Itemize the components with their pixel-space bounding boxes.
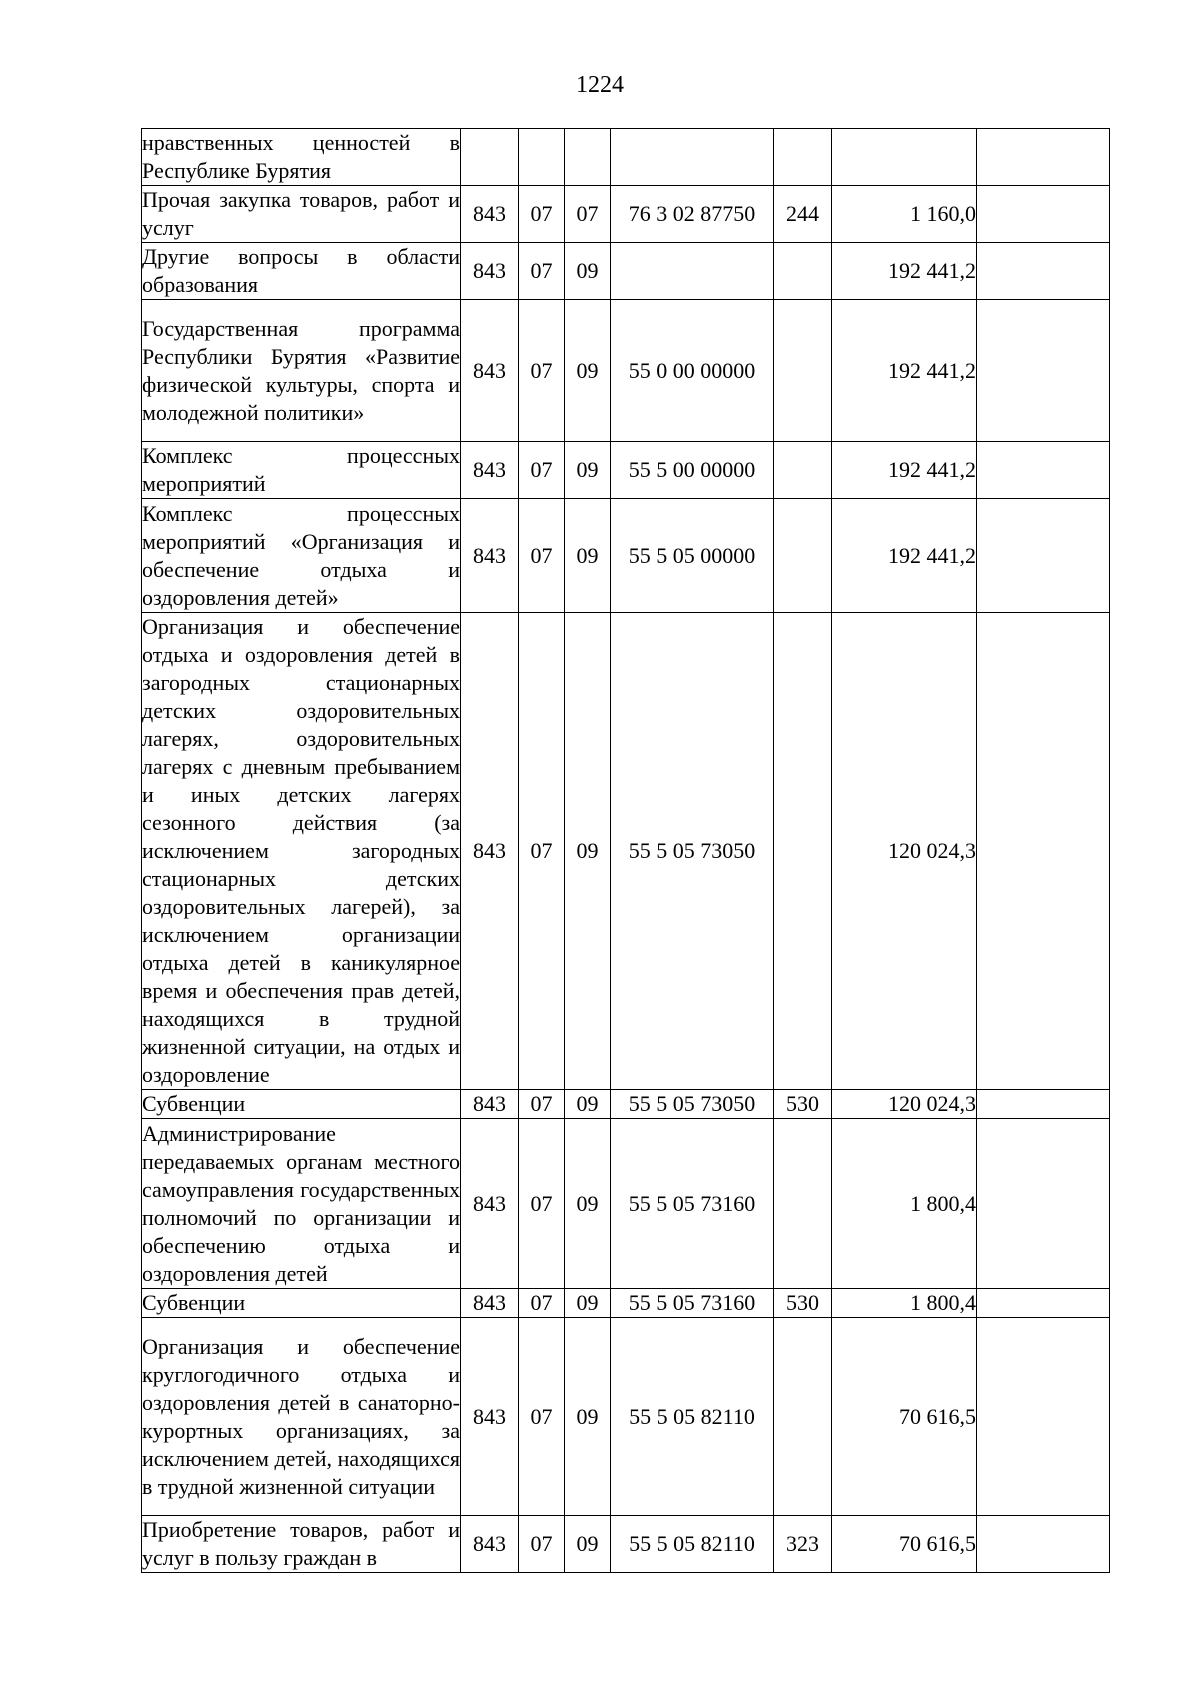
row-csr: 55 5 05 73050	[611, 613, 774, 1090]
row-sum: 70 616,5	[832, 1318, 977, 1516]
row-extra	[977, 1090, 1110, 1119]
row-gr: 843	[461, 1090, 519, 1119]
row-sum: 192 441,2	[832, 442, 977, 499]
table-row	[142, 1090, 1110, 1119]
table-row	[142, 1516, 1110, 1573]
row-rz: 07	[519, 442, 565, 499]
row-rz: 07	[519, 1289, 565, 1318]
budget-table	[141, 128, 1110, 1573]
row-pr: 09	[565, 1289, 611, 1318]
row-csr: 76 3 02 87750	[611, 186, 774, 243]
row-vr	[774, 1318, 832, 1516]
row-vr	[774, 1119, 832, 1289]
table-row	[142, 499, 1110, 613]
row-vr	[774, 613, 832, 1090]
row-extra	[977, 499, 1110, 613]
row-pr: 09	[565, 1090, 611, 1119]
row-sum: 120 024,3	[832, 613, 977, 1090]
row-name: Администрирование передаваемых органам местного самоуправления государственных полномочий по организации и обеспечению отдыха и оздоровления детей	[142, 1119, 461, 1289]
row-extra	[977, 442, 1110, 499]
row-name: Субвенции	[142, 1289, 461, 1318]
row-extra	[977, 129, 1110, 186]
row-csr	[611, 129, 774, 186]
row-pr: 09	[565, 499, 611, 613]
row-vr	[774, 499, 832, 613]
row-extra	[977, 1318, 1110, 1516]
row-gr: 843	[461, 1119, 519, 1289]
row-sum	[832, 129, 977, 186]
row-pr: 07	[565, 186, 611, 243]
row-sum: 1 800,4	[832, 1119, 977, 1289]
row-gr: 843	[461, 1289, 519, 1318]
row-gr: 843	[461, 442, 519, 499]
row-vr: 244	[774, 186, 832, 243]
row-name: Организация и обеспечение отдыха и оздоровления детей в загородных стационарных детских оздоровительных лагерях, оздоровительных лагерях с дневным пребыванием и иных детских лагерях сезонного действия (за исключением загородных стационарных детских оздоровительных лагерей), за исключением организации отдыха детей в каникулярное время и обеспечения прав детей, находящихся в трудной жизненной ситуации, на отдых и оздоровление	[142, 613, 461, 1090]
row-name: Другие вопросы в области образования	[142, 243, 461, 300]
row-gr: 843	[461, 243, 519, 300]
row-vr: 530	[774, 1289, 832, 1318]
row-extra	[977, 613, 1110, 1090]
row-rz: 07	[519, 1318, 565, 1516]
row-name: Комплекс процессных мероприятий «Организация и обеспечение отдыха и оздоровления детей»	[142, 499, 461, 613]
row-vr	[774, 243, 832, 300]
table-row	[142, 1119, 1110, 1289]
row-rz: 07	[519, 1516, 565, 1573]
row-sum: 192 441,2	[832, 243, 977, 300]
row-vr	[774, 300, 832, 442]
table-row	[142, 1318, 1110, 1516]
row-name: Приобретение товаров, работ и услуг в пользу граждан в	[142, 1516, 461, 1573]
row-extra	[977, 243, 1110, 300]
row-vr: 530	[774, 1090, 832, 1119]
row-name: Комплекс процессных мероприятий	[142, 442, 461, 499]
row-csr: 55 5 05 73160	[611, 1289, 774, 1318]
row-sum: 120 024,3	[832, 1090, 977, 1119]
row-pr: 09	[565, 1318, 611, 1516]
row-csr: 55 5 00 00000	[611, 442, 774, 499]
row-gr: 843	[461, 186, 519, 243]
row-rz	[519, 129, 565, 186]
row-rz: 07	[519, 186, 565, 243]
row-csr: 55 5 05 82110	[611, 1516, 774, 1573]
table-row	[142, 300, 1110, 442]
row-sum: 192 441,2	[832, 499, 977, 613]
row-gr: 843	[461, 613, 519, 1090]
row-vr: 323	[774, 1516, 832, 1573]
row-csr	[611, 243, 774, 300]
row-extra	[977, 186, 1110, 243]
row-extra	[977, 1119, 1110, 1289]
row-gr: 843	[461, 300, 519, 442]
row-extra	[977, 1289, 1110, 1318]
row-rz: 07	[519, 300, 565, 442]
row-vr	[774, 129, 832, 186]
row-rz: 07	[519, 243, 565, 300]
row-rz: 07	[519, 499, 565, 613]
row-name: Прочая закупка товаров, работ и услуг	[142, 186, 461, 243]
row-name: Субвенции	[142, 1090, 461, 1119]
row-pr: 09	[565, 442, 611, 499]
row-sum: 70 616,5	[832, 1516, 977, 1573]
row-csr: 55 5 05 82110	[611, 1318, 774, 1516]
row-rz: 07	[519, 1090, 565, 1119]
row-sum: 192 441,2	[832, 300, 977, 442]
row-rz: 07	[519, 613, 565, 1090]
table-row	[142, 186, 1110, 243]
row-vr	[774, 442, 832, 499]
row-pr: 09	[565, 243, 611, 300]
row-pr: 09	[565, 1516, 611, 1573]
row-pr	[565, 129, 611, 186]
row-gr: 843	[461, 1318, 519, 1516]
row-extra	[977, 1516, 1110, 1573]
row-pr: 09	[565, 613, 611, 1090]
row-gr: 843	[461, 499, 519, 613]
row-gr: 843	[461, 1516, 519, 1573]
row-sum: 1 800,4	[832, 1289, 977, 1318]
table-row	[142, 129, 1110, 186]
table-row	[142, 243, 1110, 300]
table-row	[142, 442, 1110, 499]
row-csr: 55 0 00 00000	[611, 300, 774, 442]
row-rz: 07	[519, 1119, 565, 1289]
row-name: Организация и обеспечение круглогодичного отдыха и оздоровления детей в санаторно-курортных организациях, за исключением детей, находящихся в трудной жизненной ситуации	[142, 1318, 461, 1516]
page-number: 1224	[576, 72, 624, 98]
row-gr	[461, 129, 519, 186]
table-row	[142, 1289, 1110, 1318]
row-csr: 55 5 05 73160	[611, 1119, 774, 1289]
row-csr: 55 5 05 73050	[611, 1090, 774, 1119]
row-sum: 1 160,0	[832, 186, 977, 243]
row-name: Государственная программа Республики Бурятия «Развитие физической культуры, спорта и молодежной политики»	[142, 300, 461, 442]
row-csr: 55 5 05 00000	[611, 499, 774, 613]
table-row	[142, 613, 1110, 1090]
row-pr: 09	[565, 300, 611, 442]
row-pr: 09	[565, 1119, 611, 1289]
row-extra	[977, 300, 1110, 442]
row-name: нравственных ценностей в Республике Бурятия	[142, 129, 461, 186]
